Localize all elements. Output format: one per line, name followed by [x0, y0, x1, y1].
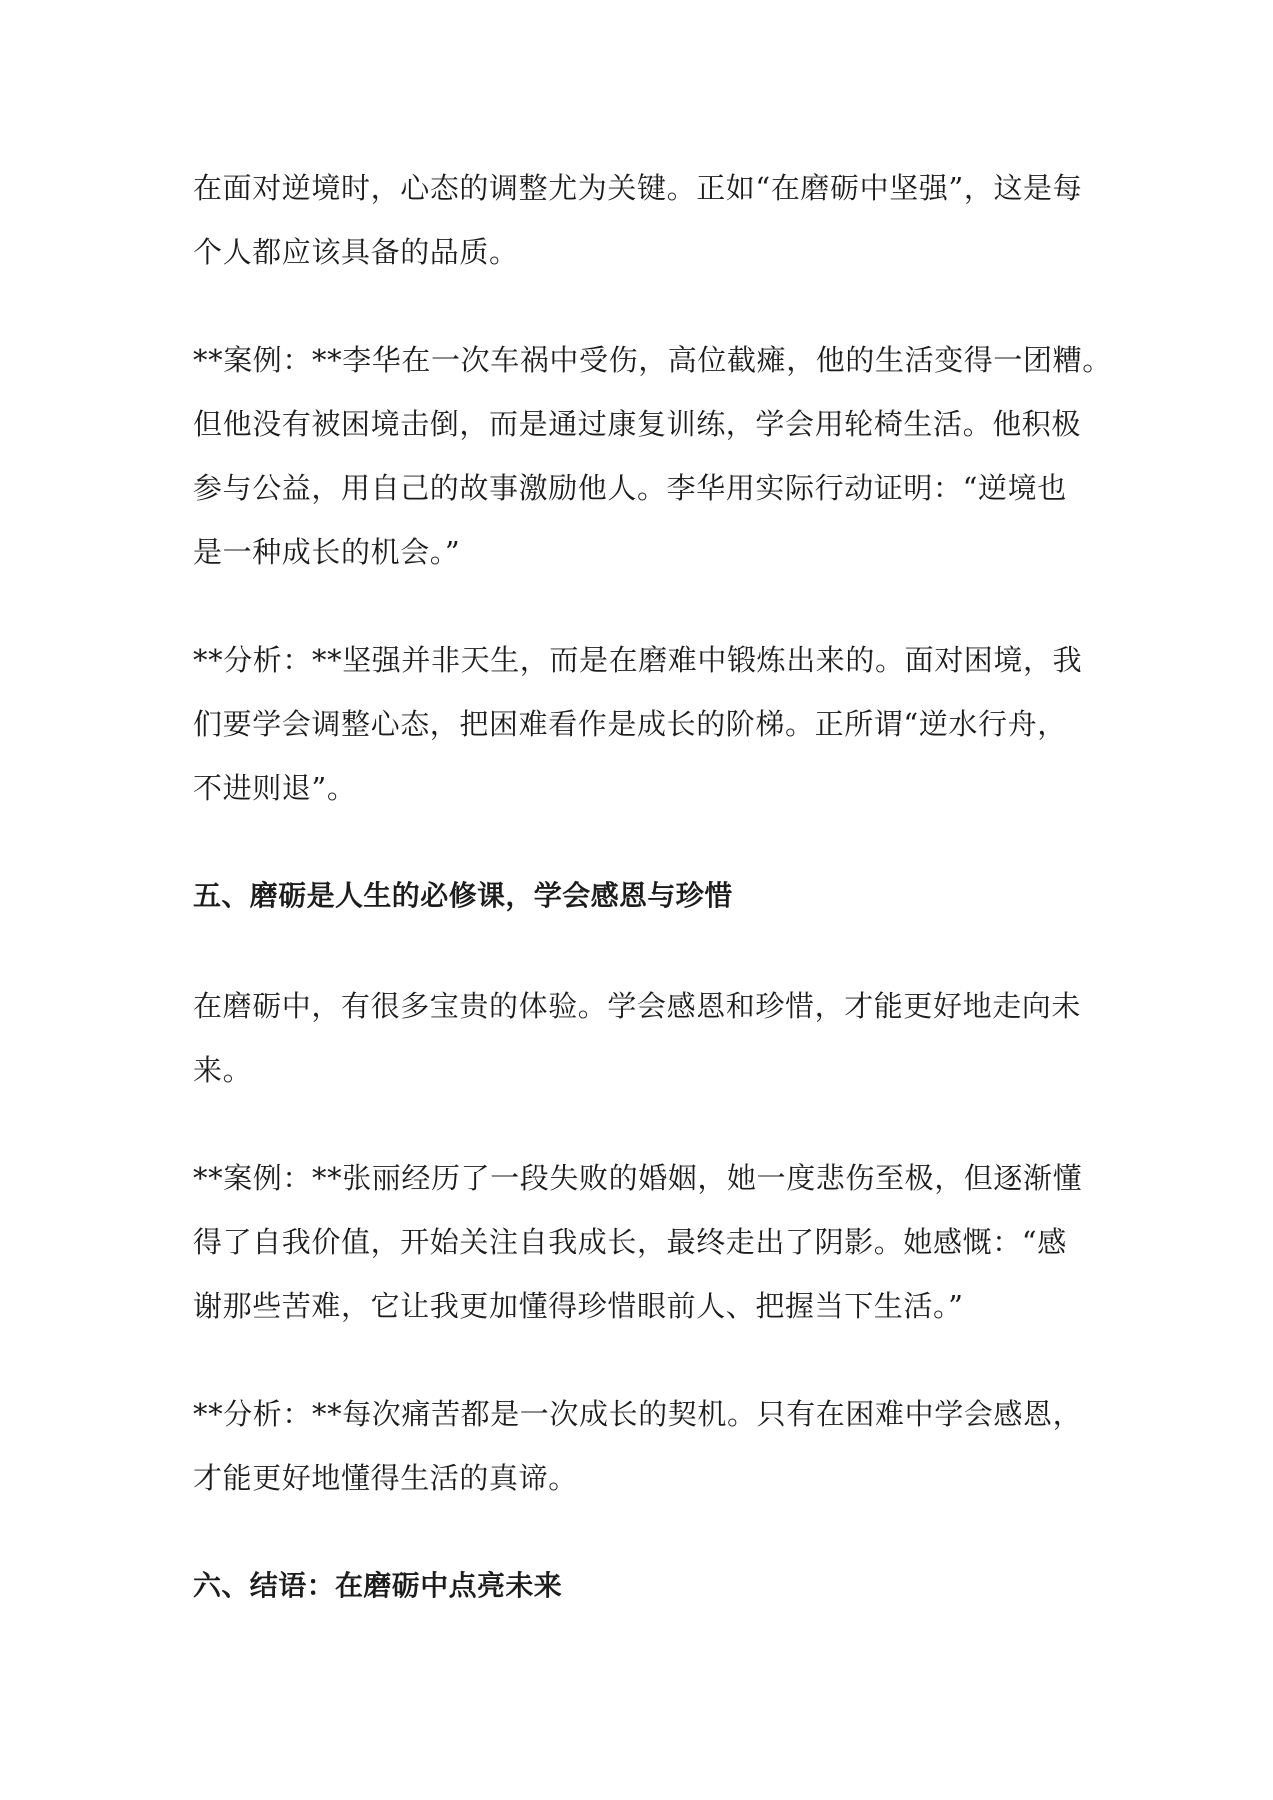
- paragraph-line: 们要学会调整心态，把困难看作是成长的阶梯。正所谓“逆水行舟，: [193, 707, 1067, 741]
- paragraph-line: 是一种成长的机会。”: [193, 535, 461, 569]
- paragraph-line: 谢那些苦难，它让我更加懂得珍惜眼前人、把握当下生活。”: [193, 1289, 964, 1323]
- paragraph-line: **案例：**李华在一次车祸中受伤，高位截瘫，他的生活变得一团糟。: [193, 343, 1112, 377]
- paragraph-line: 才能更好地懂得生活的真谛。: [193, 1461, 578, 1495]
- paragraph-line: 在面对逆境时，心态的调整尤为关键。正如“在磨砺中坚强”，这是每: [193, 171, 1083, 205]
- section-heading: 六、结语：在磨砺中点亮未来: [193, 1569, 563, 1602]
- paragraph-line: **案例：**张丽经历了一段失败的婚姻，她一度悲伤至极，但逐渐懂: [193, 1161, 1083, 1195]
- paragraph-line: 来。: [193, 1053, 253, 1087]
- section-heading: 五、磨砺是人生的必修课，学会感恩与珍惜: [193, 879, 733, 912]
- paragraph-line: 不进则退”。: [193, 771, 357, 805]
- paragraph-line: 在磨砺中，有很多宝贵的体验。学会感恩和珍惜，才能更好地走向未: [193, 989, 1082, 1023]
- paragraph-line: 参与公益，用自己的故事激励他人。李华用实际行动证明：“逆境也: [193, 471, 1067, 505]
- paragraph-line: **分析：**每次痛苦都是一次成长的契机。只有在困难中学会感恩，: [193, 1397, 1083, 1431]
- paragraph-line: 得了自我价值，开始关注自我成长，最终走出了阴影。她感慨：“感: [193, 1225, 1067, 1259]
- paragraph-line: **分析：**坚强并非天生，而是在磨难中锻炼出来的。面对困境，我: [193, 643, 1083, 677]
- paragraph-line: 个人都应该具备的品质。: [193, 235, 519, 269]
- paragraph-line: 但他没有被困境击倒，而是通过康复训练，学会用轮椅生活。他积极: [193, 407, 1082, 441]
